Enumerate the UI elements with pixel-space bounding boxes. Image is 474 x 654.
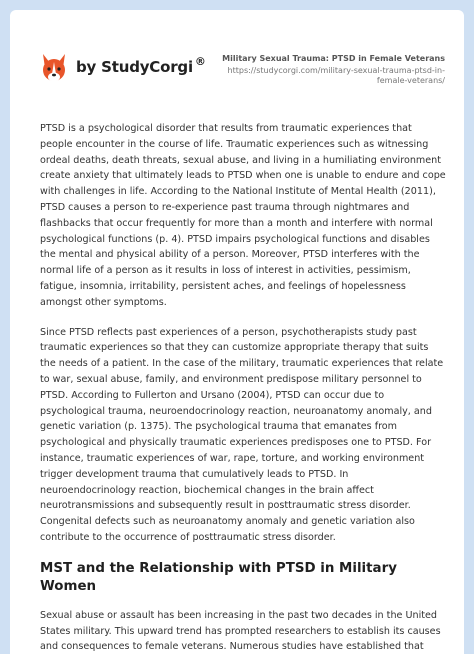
document-page — [10, 10, 464, 654]
registered-mark: ® — [194, 54, 206, 68]
paragraph-1: PTSD is a psychological disorder that results from traumatic experiences that people encounter in the course of life. Traumatic experiences such as witnessing ordeal deaths, death threats, sexual abuse, and living in a humiliating environment create anxiety that ultimately leads to PTSD when one is unable to endure and cope with challenges in life. According to the National Institute of Mental Health (2011), PTSD causes a person to re-experience past trauma through nightmares and flashbacks that occur frequently for more than a month and interfere with normal psychological functions (p. 4). PTSD impairs psychological functions and disables the mental and physical ability of a person. Moreover, PTSD interferes with the normal life of a person as it results in loss of interest in activities, pessimism, fatigue, insomnia, irritability, persistent aches, and feelings of hopelessness amongst other symptoms. — [40, 123, 446, 308]
studycorgi-logo[interactable] — [40, 52, 206, 82]
document-url[interactable]: https://studycorgi.com/military-sexual-trauma-ptsd-in-female-veterans/ — [227, 66, 445, 85]
page-header — [10, 10, 464, 110]
paragraph-2: Since PTSD reflects past experiences of a person, psychotherapists study past traumatic experiences so that they can customize appropriate therapy that suits the needs of a patient. In the case of the military, traumatic experiences that relate to war, sexual abuse, family, and environment predispose military personnel to PTSD. According to Fullerton and Ursano (2004), PTSD can occur due to psychological trauma, neuroendocrinology reaction, neuroanatomy anomaly, and genetic variation (p. 1375). The psychological trauma that emanates from psychological and physically traumatic experiences predisposes one to PTSD. For instance, traumatic experiences of war, rape, torture, and working environment trigger development trauma that cumulatively leads to PTSD. In neuroendocrinology reaction, biochemical changes in the brain affect neurotransmissions and subsequently result in posttraumatic stress disorder. Congenital defects such as neuroanatomy anomaly and genetic variation also contribute to the occurrence of posttraumatic stress disorder. — [40, 326, 444, 543]
logo-text: by StudyCorgi — [76, 58, 193, 76]
document-content — [40, 121, 446, 654]
section-heading: MST and the Relationship with PTSD in Military Women — [40, 560, 397, 594]
corgi-icon — [40, 52, 68, 82]
paragraph-3: Sexual abuse or assault has been increasing in the past two decades in the United States military. This upward trend has prompted researchers to establish its causes and consequences to female veterans. Numerous studies have established that — [40, 609, 441, 653]
document-meta — [205, 53, 445, 86]
document-title: Military Sexual Trauma: PTSD in Female Veterans — [222, 54, 445, 63]
